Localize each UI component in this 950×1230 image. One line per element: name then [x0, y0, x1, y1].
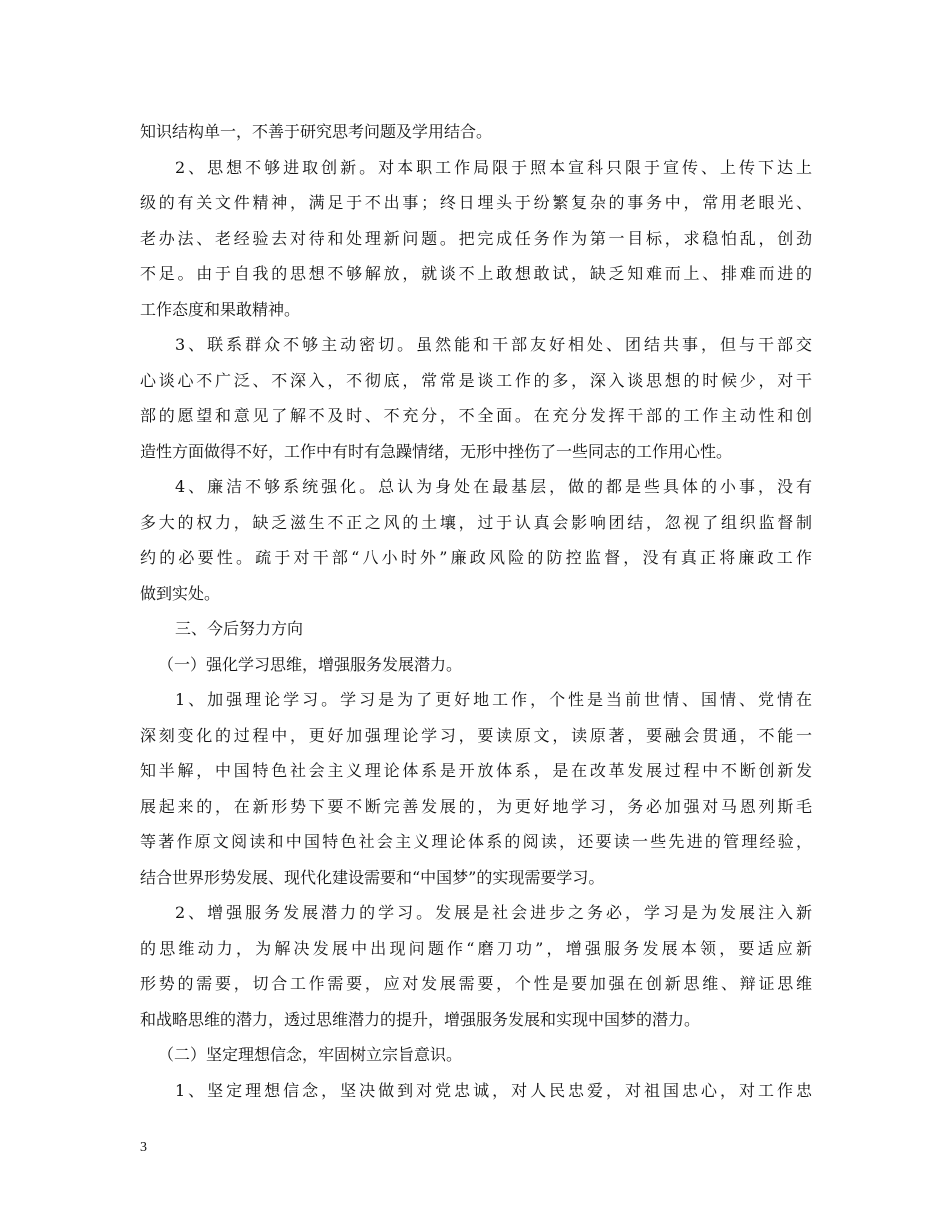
text-line: 展起来的，在新形势下要不断完善发展的，为更好地学习，务必加强对马恩列斯毛: [140, 796, 812, 816]
text-line: 1、加强理论学习。学习是为了更好地工作，个性是当前世情、国情、党情在: [175, 690, 812, 709]
text-line: 结合世界形势发展、现代化建设需要和“中国梦”的实现需要学习。: [140, 867, 605, 887]
text-line: 做到实处。: [140, 583, 221, 603]
text-line: 4、廉洁不够系统强化。总认为身处在最基层，做的都是些具体的小事，没有: [175, 477, 812, 496]
text-line: 等著作原文阅读和中国特色社会主义理论体系的阅读，还要读一些先进的管理经验，: [140, 832, 812, 851]
text-line: 三、今后努力方向: [175, 619, 304, 638]
text-line: 约的必要性。疏于对干部“八小时外”廉政风险的防控监督，没有真正将廉政工作: [140, 548, 812, 567]
text-line: 2、思想不够进取创新。对本职工作局限于照本宣科只限于宣传、上传下达上: [175, 157, 812, 177]
text-line: 心谈心不广泛、不深入，不彻底，常常是谈工作的多，深入谈思想的时候少，对干: [140, 370, 812, 390]
text-line: 级的有关文件精神，满足于不出事；终日埋头于纷繁复杂的事务中，常用老眼光、: [140, 193, 812, 212]
text-line: 造性方面做得不好，工作中有时有急躁情绪，无形中挫伤了一些同志的工作用心性。: [140, 441, 733, 461]
text-line: 1、坚定理想信念，坚决做到对党忠诚，对人民忠爱，对祖国忠心，对工作忠: [175, 1080, 812, 1100]
text-line: 3、联系群众不够主动密切。虽然能和干部友好相处、团结共事，但与干部交: [175, 335, 812, 354]
document-body: [140, 114, 812, 1108]
text-line: 知半解，中国特色社会主义理论体系是开放体系，是在改革发展过程中不断创新发: [140, 761, 812, 780]
text-line: 知识结构单一，不善于研究思考问题及学用结合。: [140, 122, 493, 141]
text-line: 不足。由于自我的思想不够解放，就谈不上敢想敢试，缺乏知难而上、排难而进的: [140, 264, 812, 283]
text-line: 和战略思维的潜力，透过思维潜力的提升，增强服务发展和实现中国梦的潜力。: [140, 1009, 701, 1029]
page-number: 3: [140, 1140, 147, 1155]
text-line: 深刻变化的过程中，更好加强理论学习，要读原文，读原著，要融会贯通，不能一: [140, 725, 812, 745]
text-line: 的思维动力，为解决发展中出现问题作“磨刀功”，增强服务发展本领，要适应新: [140, 938, 812, 958]
text-line: 部的愿望和意见了解不及时、不充分，不全面。在充分发挥干部的工作主动性和创: [140, 406, 812, 425]
text-line: （二）坚定理想信念，牢固树立宗旨意识。: [158, 1045, 463, 1064]
text-line: 老办法、老经验去对待和处理新问题。把完成任务作为第一目标，求稳怕乱，创劲: [140, 228, 812, 248]
text-line: 形势的需要，切合工作需要，应对发展需要，个性是要加强在创新思维、辩证思维: [140, 974, 812, 993]
text-line: 2、增强服务发展潜力的学习。发展是社会进步之务必，学习是为发展注入新: [175, 903, 812, 922]
text-line: 多大的权力，缺乏滋生不正之风的土壤，过于认真会影响团结，忽视了组织监督制: [140, 512, 812, 532]
text-line: 工作态度和果敢精神。: [140, 299, 301, 319]
text-line: （一）强化学习思维，增强服务发展潜力。: [158, 654, 463, 674]
